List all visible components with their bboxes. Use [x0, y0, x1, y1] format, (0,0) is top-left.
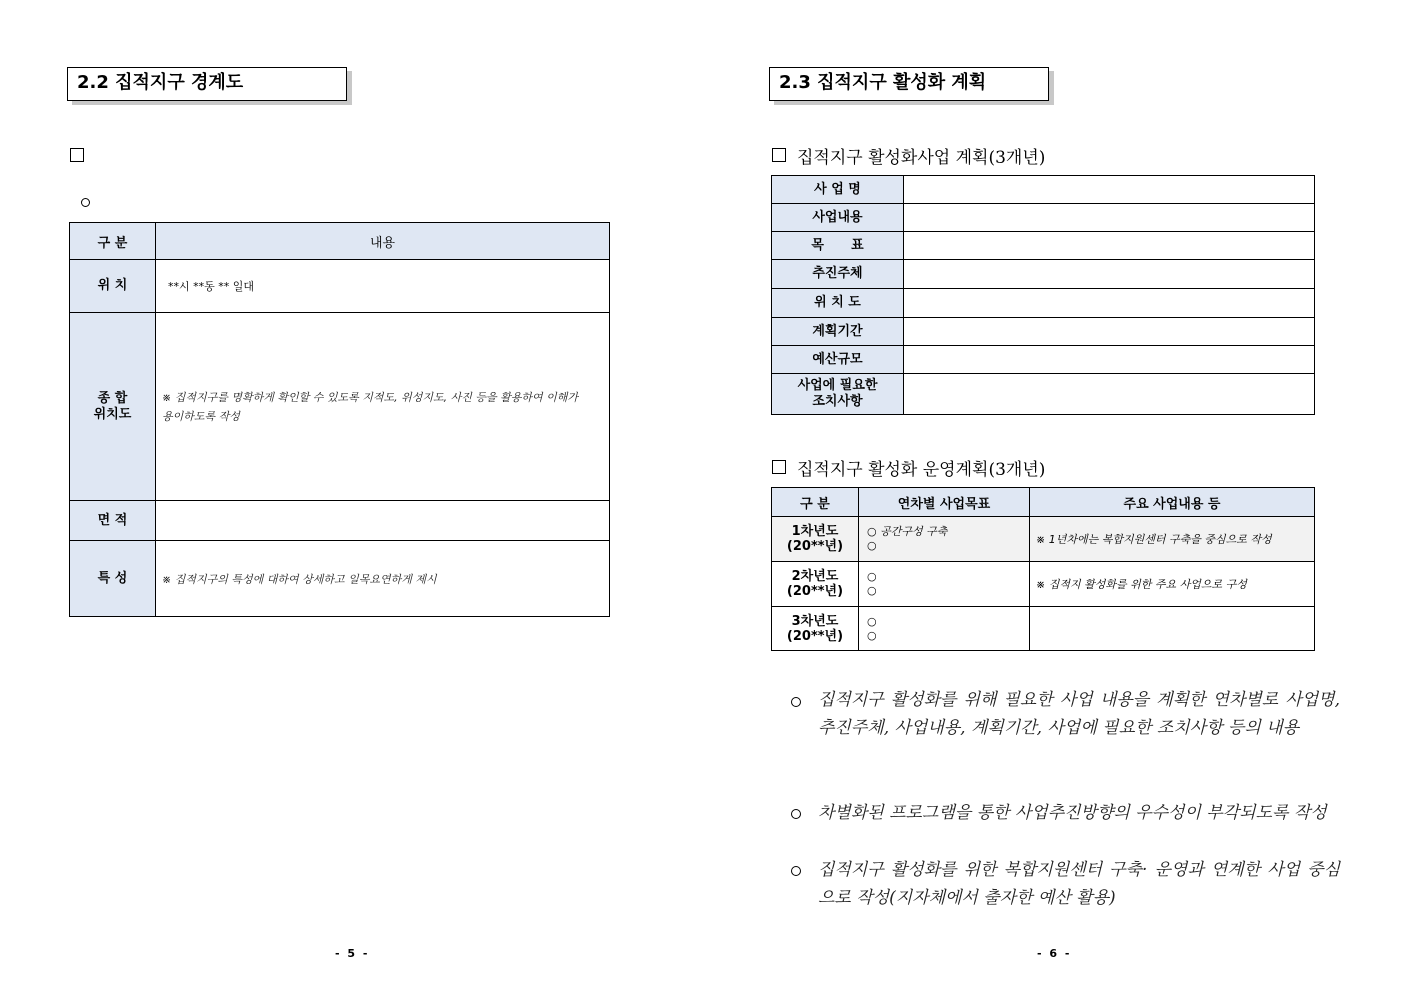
plan-row-value	[904, 374, 1315, 415]
page-number-left: - 5 -	[335, 947, 370, 960]
plan-row-label: 목 표	[772, 232, 904, 260]
ops-row-year: 3차년도 (20**년)	[772, 607, 859, 651]
plan-row-value	[904, 318, 1315, 346]
row-label-area: 면 적	[70, 501, 156, 541]
ops-header-content: 주요 사업내용 등	[1030, 488, 1315, 517]
plan-row-value	[904, 346, 1315, 374]
ops-row-goals: ○ ○	[859, 607, 1030, 651]
table-header-content: 내용	[156, 223, 610, 260]
plan-row-label: 사 업 명	[772, 176, 904, 204]
plan-row-value	[904, 204, 1315, 232]
bullet-circle-icon	[791, 697, 801, 707]
plan-row-label: 위 치 도	[772, 289, 904, 318]
plan-row-label: 추진주체	[772, 260, 904, 289]
row-value-overall-map: ※ 집적지구를 명확하게 확인할 수 있도록 지적도, 위성지도, 사진 등을 활용하여 이해가 용이하도록 작성	[156, 313, 610, 501]
section-title-activation-plan: 2.3 집적지구 활성화 계획	[769, 67, 1049, 101]
plan-row-value	[904, 260, 1315, 289]
plan-row-label: 예산규모	[772, 346, 904, 374]
plan-row-value	[904, 232, 1315, 260]
ops-header-goals: 연차별 사업목표	[859, 488, 1030, 517]
plan-row-value	[904, 176, 1315, 204]
bullet-circle-icon	[791, 866, 801, 876]
plan-table	[771, 175, 1315, 415]
ops-heading: 집적지구 활성화 운영계획(3개년)	[797, 460, 1046, 480]
row-value-characteristics: ※ 집적지구의 특성에 대하여 상세하고 일목요연하게 제시	[156, 541, 610, 617]
ops-row-year: 2차년도 (20**년)	[772, 562, 859, 607]
plan-row-label: 사업내용	[772, 204, 904, 232]
ops-table	[771, 487, 1315, 651]
boundary-table	[69, 222, 610, 617]
row-label-characteristics: 특 성	[70, 541, 156, 617]
checkbox-icon	[772, 460, 786, 474]
bullet-circle-icon	[791, 809, 801, 819]
plan-heading: 집적지구 활성화사업 계획(3개년)	[797, 148, 1046, 168]
bullet-text: 집적지구 활성화를 위한 복합지원센터 구축· 운영과 연계한 사업 중심으로 작성(지자체에서 출자한 예산 활용)	[818, 860, 1340, 908]
bullet-text: 집적지구 활성화를 위해 필요한 사업 내용을 계획한 연차별로 사업명, 추진주체, 사업내용, 계획기간, 사업에 필요한 조치사항 등의 내용	[818, 690, 1340, 738]
row-label-overall-map: 종 합 위치도	[70, 313, 156, 501]
row-value-location: **시 **동 ** 일대	[156, 260, 610, 313]
page-number-right: - 6 -	[1037, 947, 1072, 960]
ops-row-year: 1차년도 (20**년)	[772, 517, 859, 562]
checkbox-icon	[772, 148, 786, 162]
plan-row-label: 사업에 필요한 조치사항	[772, 374, 904, 415]
ops-row-goals: ○ ○	[859, 562, 1030, 607]
row-label-location: 위 치	[70, 260, 156, 313]
ops-row-content	[1030, 607, 1315, 651]
row-value-area	[156, 501, 610, 541]
plan-row-label: 계획기간	[772, 318, 904, 346]
ops-row-goals: ○ 공간구성 구축 ○	[859, 517, 1030, 562]
table-header-category: 구 분	[70, 223, 156, 260]
bullet-text: 차별화된 프로그램을 통한 사업추진방향의 우수성이 부각되도록 작성	[818, 803, 1327, 823]
ops-header-category: 구 분	[772, 488, 859, 517]
checkbox-icon	[70, 148, 84, 162]
bullet-circle-icon	[81, 198, 90, 207]
section-title-boundary-map: 2.2 집적지구 경계도	[67, 67, 347, 101]
plan-row-value	[904, 289, 1315, 318]
ops-row-content: ※ 집적지 활성화를 위한 주요 사업으로 구성	[1030, 562, 1315, 607]
ops-row-content: ※ 1년차에는 복합지원센터 구축을 중심으로 작성	[1030, 517, 1315, 562]
